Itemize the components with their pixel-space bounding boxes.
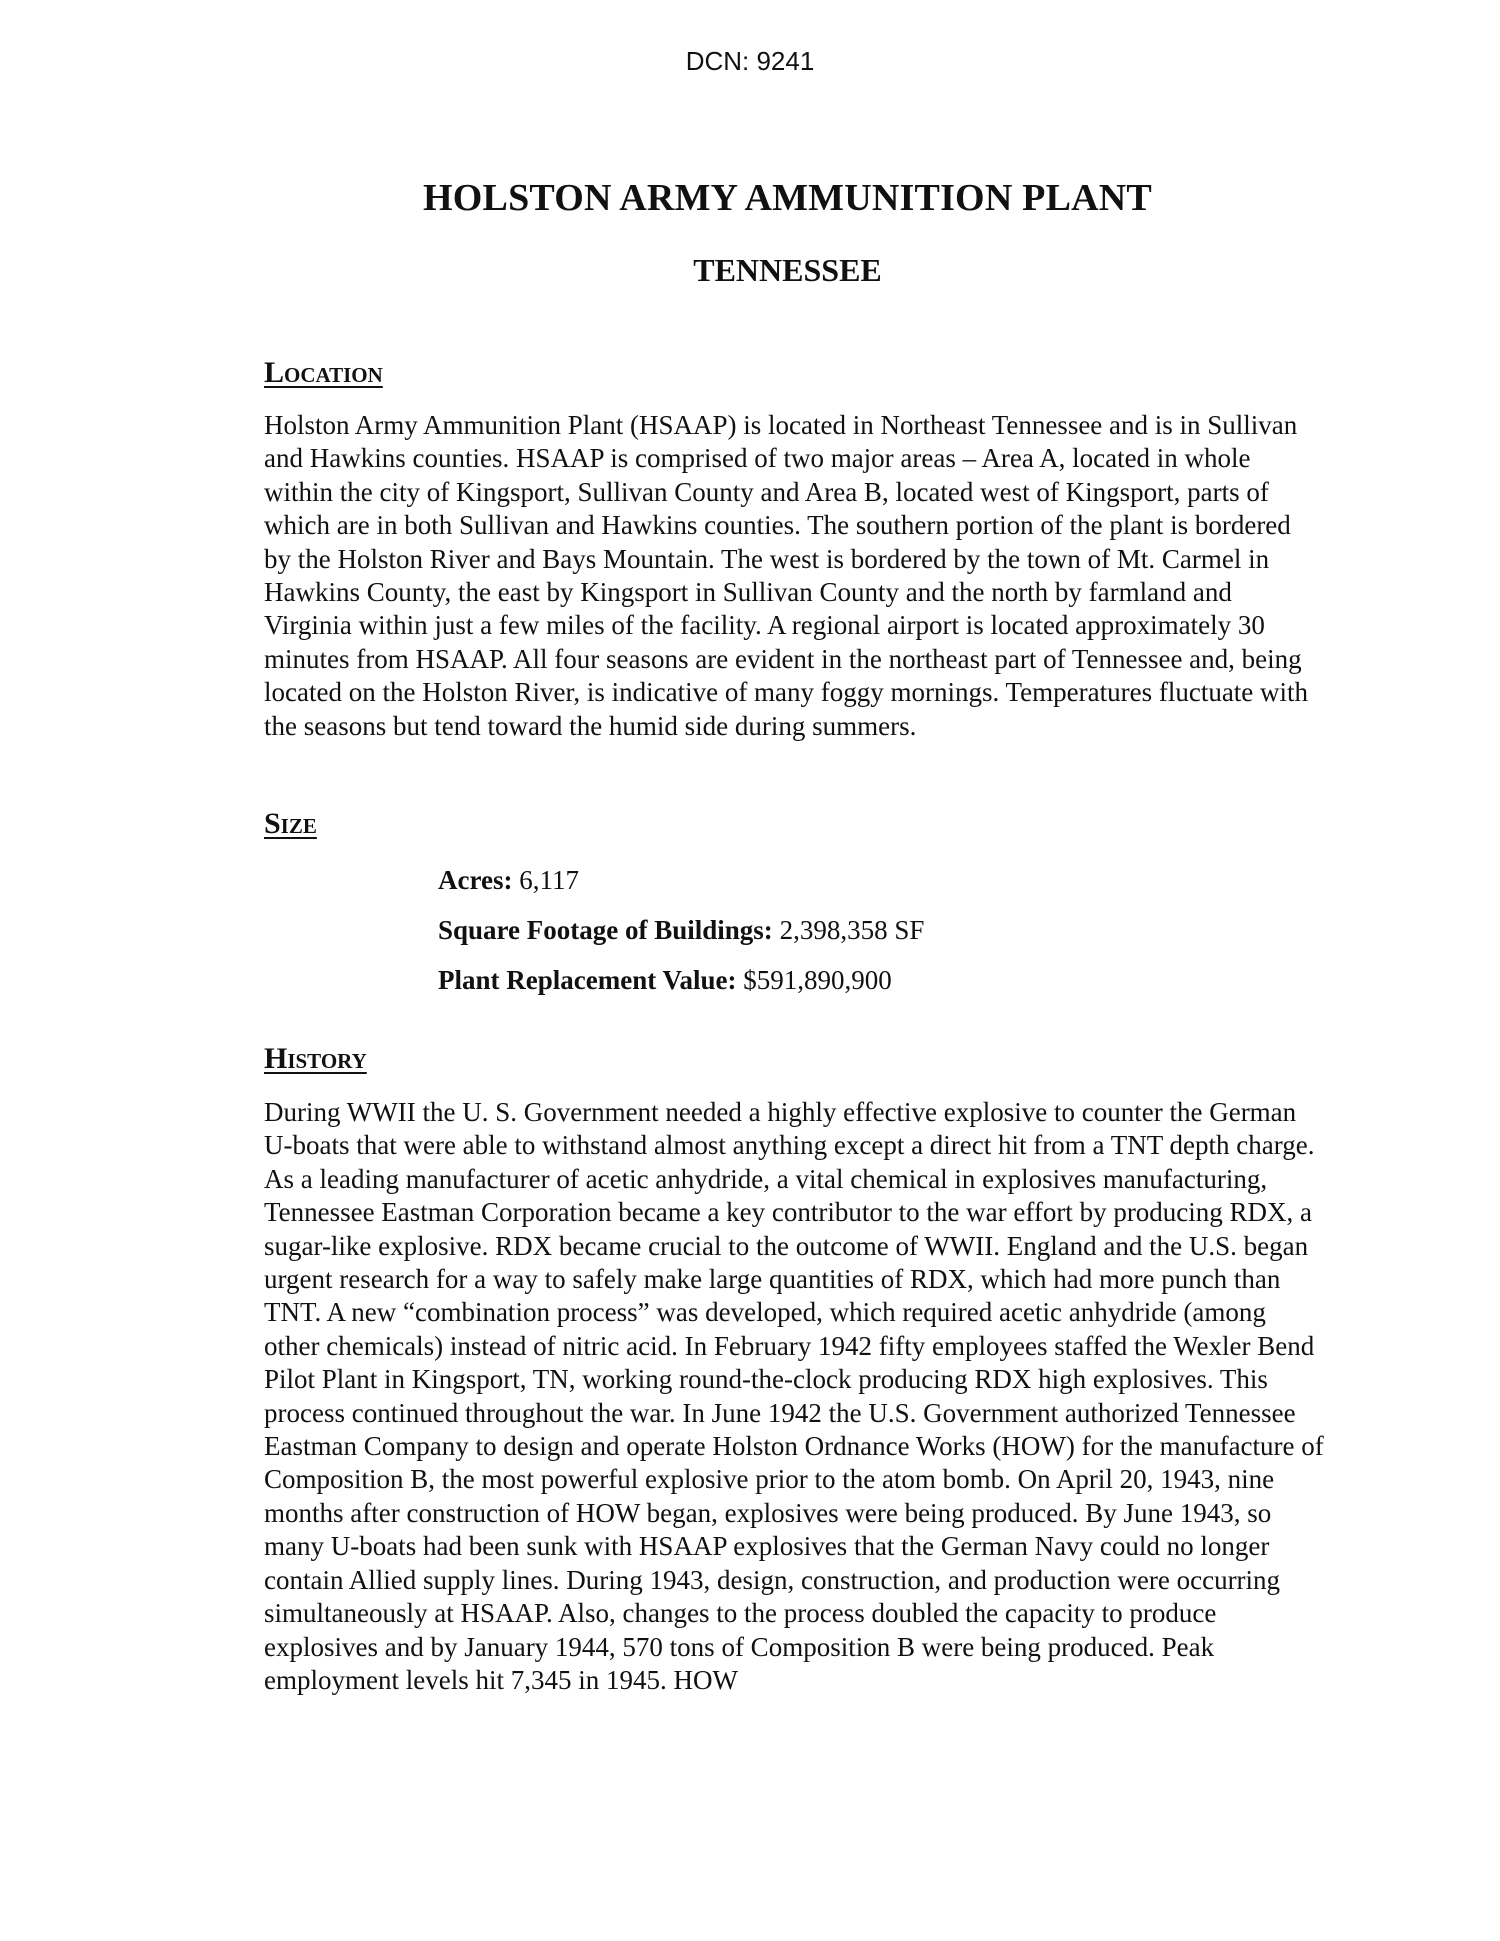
size-label: Acres:	[438, 865, 513, 895]
size-item-replacement-value	[438, 960, 924, 1010]
history-heading: History	[264, 1042, 367, 1075]
history-paragraph: During WWII the U. S. Government needed a highly effective explosive to counter the German U-boats that were able to withstand almost anything except a direct hit from a TNT depth charge. As a leading manufacturer of acetic anhydride, a vital chemical in explosives manufacturing, Tennessee Eastman Corporation became a key contributor to the war effort by producing RDX, a sugar-like explosive. RDX became crucial to the outcome of WWII. England and the U.S. began urgent research for a way to safely make large quantities of RDX, which had more punch than TNT. A new “combination process” was developed, which required acetic anhydride (among other chemicals) instead of nitric acid. In February 1942 fifty employees staffed the Wexler Bend Pilot Plant in Kingsport, TN, working round-the-clock producing RDX high explosives. This process continued throughout the war. In June 1942 the U.S. Government authorized Tennessee Eastman Company to design and operate Holston Ordnance Works (HOW) for the manufacture of Composition B, the most powerful explosive prior to the atom bomb. On April 20, 1943, nine months after construction of HOW began, explosives were being produced. By June 1943, so many U-boats had been sunk with HSAAP explosives that the German Navy could no longer contain Allied supply lines. During 1943, design, construction, and production were occurring simultaneously at HSAAP. Also, changes to the process doubled the capacity to produce explosives and by January 1944, 570 tons of Composition B were being produced. Peak employment levels hit 7,345 in 1945. HOW	[264, 1097, 1324, 1695]
size-list	[438, 860, 924, 1010]
size-label: Square Footage of Buildings:	[438, 915, 773, 945]
size-item-square-footage	[438, 910, 924, 960]
location-heading: Location	[264, 356, 383, 389]
document-control-number: DCN: 9241	[685, 46, 815, 76]
page-subtitle: TENNESSEE	[693, 252, 882, 288]
size-heading: Size	[264, 807, 317, 840]
size-value: $591,890,900	[743, 965, 892, 995]
page-title: HOLSTON ARMY AMMUNITION PLANT	[423, 177, 1152, 219]
size-value: 2,398,358 SF	[779, 915, 925, 945]
size-label: Plant Replacement Value:	[438, 965, 737, 995]
size-item-acres	[438, 860, 924, 910]
size-value: 6,117	[519, 865, 579, 895]
location-paragraph: Holston Army Ammunition Plant (HSAAP) is located in Northeast Tennessee and is in Sullivan and Hawkins counties. HSAAP is comprised of two major areas – Area A, located in whole within the city of Kingsport, Sullivan County and Area B, located west of Kingsport, parts of which are in both Sullivan and Hawkins counties. The southern portion of the plant is bordered by the Holston River and Bays Mountain. The west is bordered by the town of Mt. Carmel in Hawkins County, the east by Kingsport in Sullivan County and the north by farmland and Virginia within just a few miles of the facility. A regional airport is located approximately 30 minutes from HSAAP. All four seasons are evident in the northeast part of Tennessee and, being located on the Holston River, is indicative of many foggy mornings. Temperatures fluctuate with the seasons but tend toward the humid side during summers.	[264, 410, 1309, 741]
